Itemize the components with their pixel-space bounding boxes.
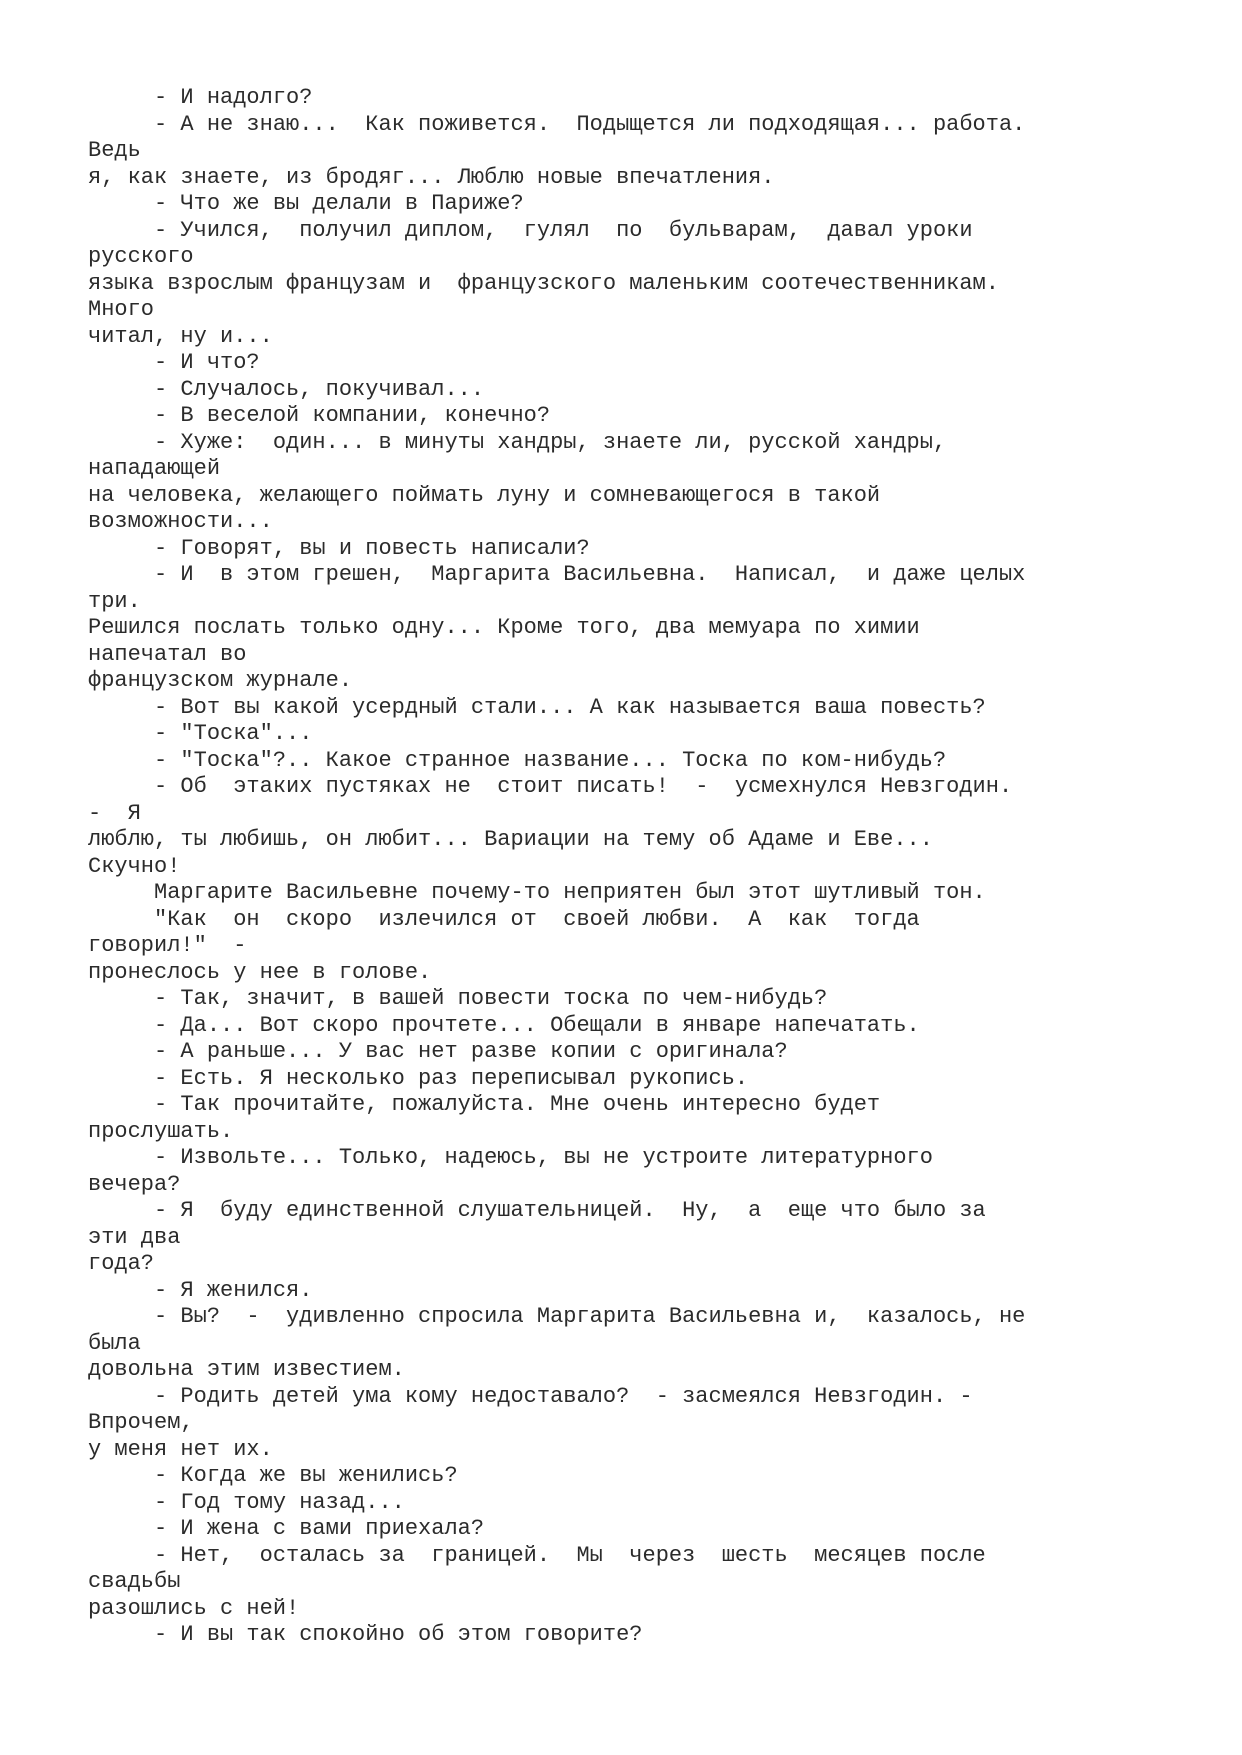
text-line: свадьбы (88, 1569, 181, 1594)
text-line: - Учился, получил диплом, гулял по бульварам, давал уроки (88, 217, 973, 243)
text-line: Впрочем, (88, 1410, 194, 1435)
text-line: пронеслось у нее в голове. (88, 959, 432, 985)
text-line: прослушать. (88, 1118, 234, 1144)
text-line: - Нет, осталась за границей. Мы через шесть месяцев после (88, 1542, 986, 1568)
text-line: - Об этаких пустяках не стоит писать! - усмехнулся Невзгодин. (88, 774, 1013, 799)
text-line: Маргарите Васильевне почему-то неприятен был этот шутливый тон. (88, 880, 986, 905)
text-line: "Как он скоро излечился от своей любви. А как тогда (88, 906, 920, 932)
text-line: - А не знаю... Как поживется. Подыщется ли подходящая... работа. (88, 111, 1026, 137)
text-line: - Есть. Я несколько раз переписывал рукопись. (88, 1065, 749, 1091)
text-line: языка взрослым французам и французского маленьким соотечественникам. (88, 270, 999, 296)
text-line: - Когда же вы женились? (88, 1463, 458, 1488)
text-line: - Случалось, покучивал... (88, 376, 485, 402)
text-line: - "Тоска"?.. Какое странное название... Тоска по ком-нибудь? (88, 747, 947, 773)
text-line: говорил!" - (88, 933, 247, 958)
text-line: - И жена с вами приехала? (88, 1516, 485, 1541)
text-line: - Год тому назад... (88, 1489, 405, 1515)
text-line: возможности... (88, 509, 273, 534)
text-line: - Вы? - удивленно спросила Маргарита Васильевна и, казалось, не (88, 1304, 1026, 1329)
text-line: - Я буду единственной слушательницей. Ну, а еще что было за (88, 1198, 986, 1223)
text-line: - И надолго? (88, 85, 313, 110)
text-line: вечера? (88, 1171, 181, 1197)
text-line: читал, ну и... (88, 323, 273, 349)
text-line: - И вы так спокойно об этом говорите? (88, 1622, 643, 1647)
text-line: - Так, значит, в вашей повести тоска по чем-нибудь? (88, 986, 828, 1011)
text-line: - Родить детей ума кому недоставало? - засмеялся Невзгодин. - (88, 1383, 973, 1409)
text-line: Ведь (88, 138, 141, 163)
text-line: - Вот вы какой усердный стали... А как называется ваша повесть? (88, 694, 986, 720)
text-line: люблю, ты любишь, он любит... Вариации на тему об Адаме и Еве... (88, 827, 933, 852)
text-line: - А раньше... У вас нет разве копии с оригинала? (88, 1039, 788, 1064)
text-line: нападающей (88, 456, 221, 481)
text-line: - Хуже: один... в минуты хандры, знаете ли, русской хандры, (88, 429, 947, 455)
text-line: русского (88, 244, 194, 269)
text-line: была (88, 1330, 141, 1356)
text-line: довольна этим известием. (88, 1357, 405, 1382)
text-line: Решился послать только одну... Кроме того, два мемуара по химии (88, 615, 920, 640)
text-line: - Извольте... Только, надеюсь, вы не устроите литературного (88, 1145, 933, 1170)
text-line: эти два (88, 1224, 181, 1250)
text-line: - Я (88, 800, 141, 826)
text-line: я, как знаете, из бродяг... Люблю новые впечатления. (88, 164, 775, 190)
text-line: у меня нет их. (88, 1436, 273, 1462)
text-line: Много (88, 297, 155, 322)
text-line: три. (88, 588, 141, 614)
text-line: - Да... Вот скоро прочтете... Обещали в январе напечатать. (88, 1012, 920, 1038)
text-line: на человека, желающего поймать луну и сомневающегося в такой (88, 482, 881, 508)
text-line: - Говорят, вы и повесть написали? (88, 535, 590, 561)
text-line: - И что? (88, 350, 260, 375)
text-line: Скучно! (88, 853, 181, 879)
text-line: французском журнале. (88, 668, 353, 693)
text-line: - Что же вы делали в Париже? (88, 191, 524, 216)
text-line: - И в этом грешен, Маргарита Васильевна. Написал, и даже целых (88, 562, 1026, 587)
text-line: - В веселой компании, конечно? (88, 403, 551, 428)
text-line: - Я женился. (88, 1277, 313, 1303)
text-line: напечатал во (88, 641, 247, 667)
text-line: года? (88, 1251, 155, 1276)
text-line: - "Тоска"... (88, 721, 313, 746)
text-line: разошлись с ней! (88, 1595, 300, 1621)
text-line: - Так прочитайте, пожалуйста. Мне очень интересно будет (88, 1092, 881, 1117)
text-body (88, 85, 1025, 1649)
